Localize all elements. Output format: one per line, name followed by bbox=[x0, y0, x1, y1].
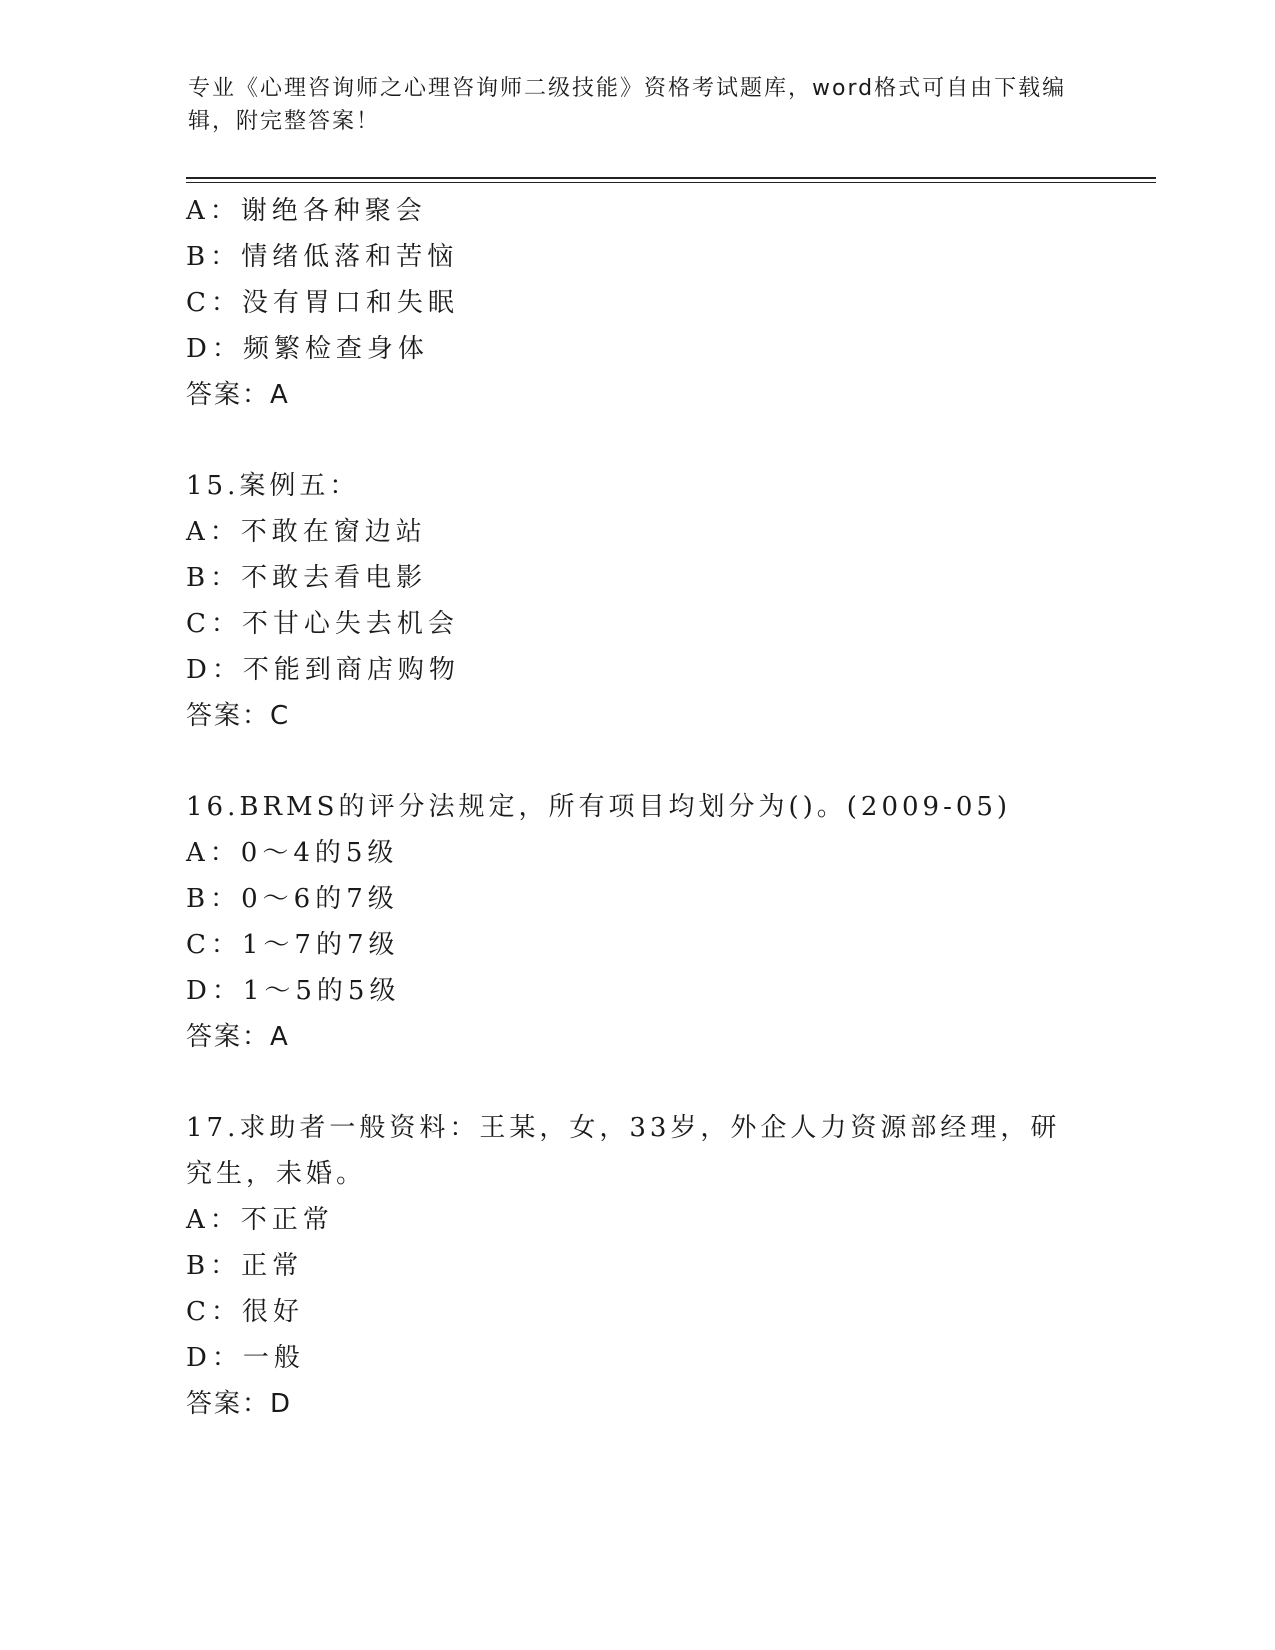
option-b: B：0～6的7级 bbox=[186, 884, 399, 914]
question-title: 17.求助者一般资料：王某，女，33岁，外企人力资源部经理，研究生，未婚。 bbox=[186, 1113, 1061, 1189]
option-d: D：1～5的5级 bbox=[186, 976, 401, 1006]
question-block bbox=[186, 1105, 1136, 1427]
option-b: B：不敢去看电影 bbox=[186, 563, 428, 593]
question-block bbox=[186, 463, 1136, 739]
answer-line: 答案：A bbox=[186, 380, 290, 410]
question-title: 15.案例五： bbox=[186, 471, 360, 501]
document-header: 专业《心理咨询师之心理咨询师二级技能》资格考试题库，word格式可自由下载编辑，附完整答案！ bbox=[188, 76, 1067, 134]
answer-line: 答案：D bbox=[186, 1389, 293, 1419]
option-d: D：一般 bbox=[186, 1343, 305, 1373]
option-a: A：不正常 bbox=[186, 1205, 334, 1235]
option-c: C：不甘心失去机会 bbox=[186, 609, 459, 639]
option-c: C：没有胃口和失眠 bbox=[186, 288, 459, 318]
option-c: C：很好 bbox=[186, 1297, 304, 1327]
option-b: B：正常 bbox=[186, 1251, 304, 1281]
option-a: A：谢绝各种聚会 bbox=[186, 196, 427, 226]
question-block bbox=[186, 784, 1136, 1060]
answer-line: 答案：A bbox=[186, 1022, 290, 1052]
question-list bbox=[186, 188, 1136, 1427]
option-d: D：频繁检查身体 bbox=[186, 334, 429, 364]
option-c: C：1～7的7级 bbox=[186, 930, 400, 960]
answer-line: 答案：C bbox=[186, 701, 291, 731]
option-d: D：不能到商店购物 bbox=[186, 655, 460, 685]
header-divider-thick bbox=[186, 177, 1156, 179]
question-title: 16.BRMS的评分法规定，所有项目均划分为()。(2009-05) bbox=[186, 792, 1012, 822]
header-divider-thin bbox=[186, 182, 1156, 183]
question-block bbox=[186, 188, 1136, 418]
option-a: A：0～4的5级 bbox=[186, 838, 399, 868]
option-b: B：情绪低落和苦恼 bbox=[186, 242, 459, 272]
option-a: A：不敢在窗边站 bbox=[186, 517, 427, 547]
